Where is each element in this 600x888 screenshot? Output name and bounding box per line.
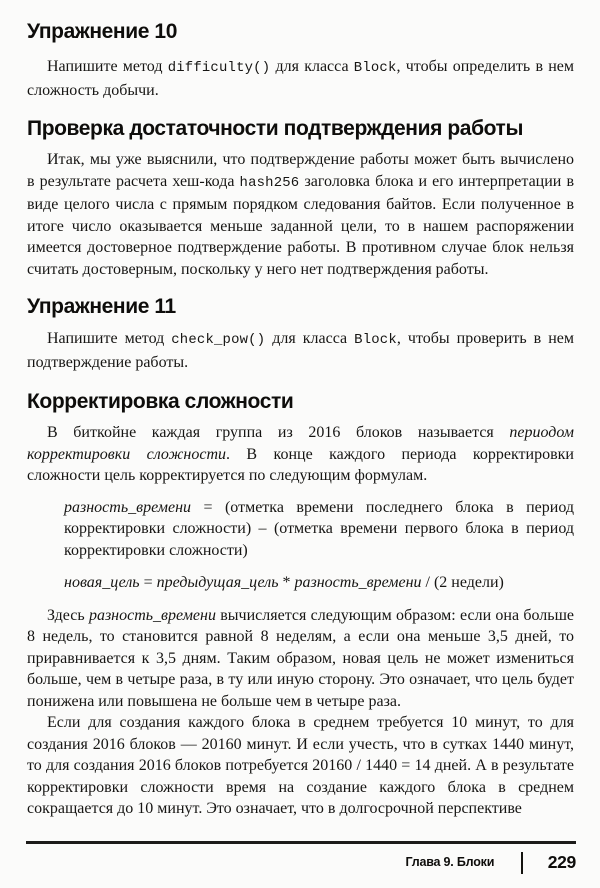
text-run: для класса: [270, 58, 354, 75]
italic-term: разность_времени: [294, 574, 422, 591]
text-run: =: [139, 574, 157, 591]
paragraph-exercise-11: [27, 328, 574, 373]
heading-exercise-11: Упражнение 11: [27, 295, 176, 318]
inline-code: hash256: [239, 174, 300, 191]
text-run: , чтобы определить в нем сложность добычи.: [27, 58, 575, 99]
text-run: Здесь: [47, 606, 89, 624]
text-run: Итак, мы уже выяснили, что подтверждение работы может быть вычислено в результате расчета хеш-кода: [27, 151, 574, 190]
footer-chapter-title: Глава 9. Блоки: [405, 854, 495, 869]
inline-code: Block: [354, 332, 397, 348]
paragraph-adjustment-intro: [27, 422, 574, 487]
page-footer: [26, 841, 576, 874]
text-run: , чтобы проверить в нем подтверждение работы.: [27, 330, 574, 371]
paragraph-exercise-10: [27, 56, 574, 101]
text-run: Напишите метод: [47, 58, 168, 75]
text-run: / (2 недели): [421, 574, 504, 591]
text-run: заголовка блока и его интерпретации в виде целого числа с прямым порядком следования байтов. Если полученное в итоге число оказывается меньше заданной цели, то в нашем распоряжении имеется достоверное подтверждение работы. В противном случае блок нельзя считать достоверным, поскольку у него нет подтверждения работы.: [27, 172, 575, 278]
paragraph-adjustment-rules: [27, 605, 574, 713]
text-run: = (отметка времени последнего блока в период корректировки сложности) – (отметка времени первого блока в период корректировки сложности): [64, 498, 574, 559]
heading-pow-check: Проверка достаточности подтверждения работы: [27, 117, 523, 140]
text-run: для класса: [265, 330, 355, 347]
italic-term: предыдущая_цель: [156, 574, 279, 591]
formula-new-target: [64, 572, 574, 594]
text-run: Если для создания каждого блока в среднем требуется 10 минут, то для создания 2016 блоков — 20160 минут. И если учесть, что в сутках 1440 минут, то для создания 2016 блоков потребуется 20160 / 1440 = 14 дней. А в результате корректировки сложности время на создание каждого блока в среднем сокращается до 10 минут. Это означает, что в долгосрочной перспективе: [27, 714, 574, 817]
text-run: . В конце каждого периода корректировки сложности цель корректируется по следующим формулам.: [27, 445, 574, 484]
footer-divider: [521, 852, 523, 874]
inline-code: check_pow(): [171, 332, 266, 348]
italic-term: разность_времени: [88, 606, 216, 624]
heading-exercise-10: Упражнение 10: [27, 20, 177, 43]
text-run: В биткойне каждая группа из 2016 блоков называется: [47, 424, 510, 441]
footer-page-number: 229: [547, 851, 576, 872]
text-run: Напишите метод: [47, 330, 172, 347]
inline-code: difficulty(): [167, 60, 271, 76]
inline-code: Block: [353, 60, 397, 76]
text-run: *: [278, 574, 295, 591]
formula-time-difference: [64, 497, 574, 562]
text-run: вычисляется следующим образом: если она больше 8 недель, то становится равной 8 неделям, а если она меньше 3,5 дней, то приравнивается к 3,5 дням. Таким образом, новая цель не может измениться больше, чем в четыре раза, в ту или иную сторону. Это означает, что цель будет понижена или повышена не больше чем в четыре раза.: [27, 606, 574, 710]
footer-rule: [26, 841, 576, 844]
footer-meta: [26, 852, 576, 874]
italic-term: периодом корректировки сложности: [27, 424, 574, 463]
paragraph-block-time: [27, 712, 574, 820]
paragraph-pow-check: [27, 149, 574, 280]
italic-term: новая_цель: [64, 574, 140, 591]
heading-difficulty-adjustment: Корректировка сложности: [27, 390, 294, 413]
italic-term: разность_времени: [64, 498, 192, 516]
